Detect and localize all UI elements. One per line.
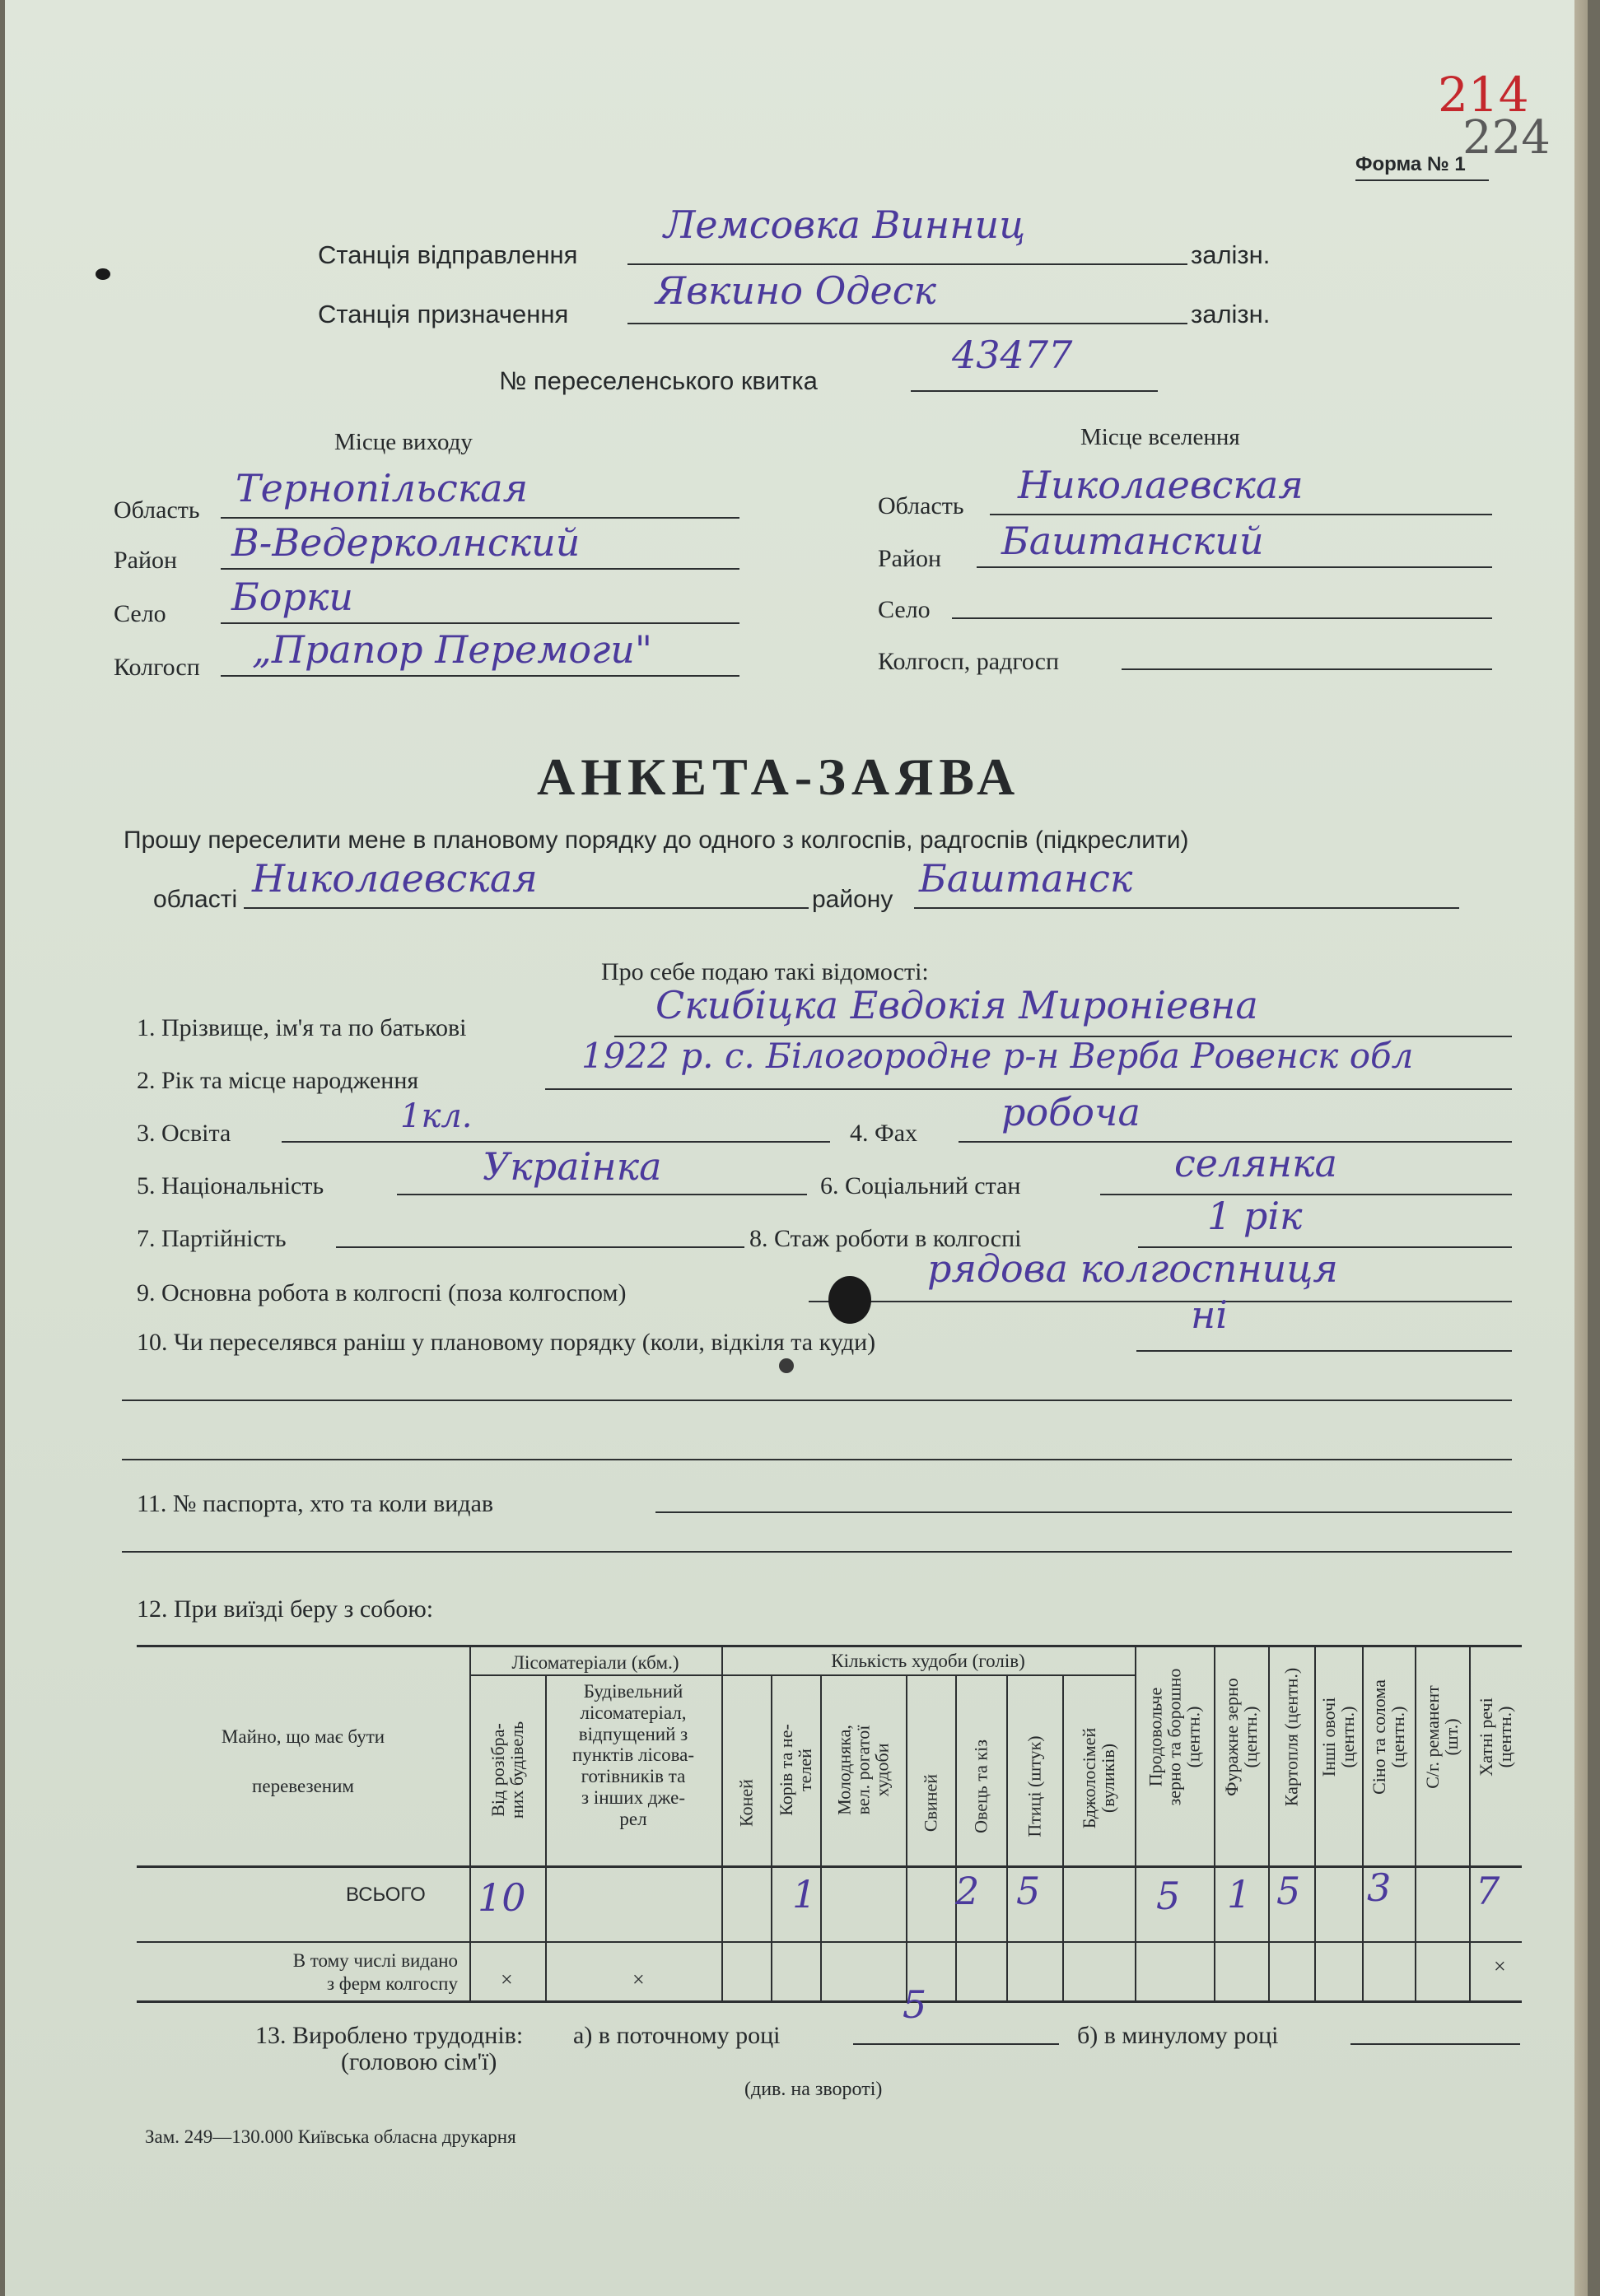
header-hay: Сіно та солома (центн.) [1368, 1679, 1408, 1795]
origin-kolhosp-value: „Прапор Перемоги" [252, 627, 653, 672]
details-intro: Про себе подаю такі відомості: [601, 958, 929, 985]
field-10-value: ні [1191, 1292, 1229, 1337]
origin-raion-value: В-Ведерколнский [231, 520, 581, 565]
header-potatoes: Картопля (центн.) [1280, 1667, 1302, 1807]
section-13-label: 13. Вироблено трудоднів: [255, 2022, 524, 2049]
departure-value: Лемсовка Винниц [664, 203, 1026, 247]
field-1-value: Скибіцка Евдокія Мироніевна [655, 983, 1258, 1027]
dest-selo-label: Село [878, 596, 931, 623]
field-10-label: 10. Чи переселявся раніш у плановому порядку (коли, відкіля та куди) [137, 1329, 876, 1356]
dest-raion-label: Район [878, 545, 942, 572]
request-text: Прошу переселити мене в плановому порядку до одного з колгоспів, радгоспів (підкреслити) [124, 827, 1189, 854]
section-13-current-value: 5 [903, 1982, 927, 2027]
farm-mark-household: × [1494, 1954, 1506, 1978]
field-4-value: робоча [1001, 1090, 1141, 1134]
total-fodder: 1 [1227, 1872, 1252, 1916]
field-5-label: 5. Національність [137, 1172, 324, 1199]
header-inventory: С/г. реманент (шт.) [1421, 1685, 1462, 1789]
request-oblast-label: області [153, 886, 238, 913]
header-horses: Коней [735, 1779, 757, 1827]
field-5-value: Украінка [483, 1144, 662, 1189]
header-cows: Корів та не- телей [775, 1724, 815, 1816]
field-9-label: 9. Основна робота в колгоспі (поза колгоспом) [137, 1279, 627, 1306]
field-8-value: 1 рік [1207, 1194, 1303, 1238]
section-12-label: 12. При виїзді беру з собою: [137, 1595, 434, 1623]
header-livestock-group: Кількість худоби (голів) [831, 1651, 1025, 1671]
field-9-value: рядова колгоспниця [927, 1246, 1338, 1291]
section-13-previous-label: б) в минулому році [1077, 2022, 1279, 2049]
origin-selo-value: Борки [231, 575, 354, 619]
field-6-value: селянка [1174, 1141, 1337, 1185]
archive-number-old: 214 [1438, 67, 1529, 123]
destination-label: Станція призначення [318, 300, 569, 328]
dest-oblast-label: Область [878, 492, 964, 519]
origin-selo-label: Село [114, 600, 166, 627]
total-vegetables: 3 [1367, 1865, 1392, 1910]
origin-oblast-label: Область [114, 496, 200, 524]
dest-raion-value: Баштанский [1001, 519, 1264, 563]
field-2-value: 1922 р. с. Білогородне р-н Верба Ровенск обл [581, 1036, 1414, 1076]
field-7-label: 7. Партійність [137, 1225, 287, 1252]
page-title: АНКЕТА-ЗАЯВА [537, 747, 1021, 806]
destination-railway: залізн. [1191, 300, 1271, 328]
dest-oblast-value: Николаевская [1018, 463, 1304, 507]
header-timber-group: Лісоматеріали (кбм.) [511, 1652, 679, 1673]
departure-label: Станція відправлення [318, 240, 578, 269]
request-raion-value: Баштанск [919, 856, 1133, 901]
field-3-value: 1кл. [400, 1097, 473, 1135]
field-3-label: 3. Освіта [137, 1120, 231, 1147]
field-1-label: 1. Прізвище, ім'я та по батькові [137, 1014, 467, 1041]
section-13-sublabel: (головою сім'ї) [341, 2048, 497, 2075]
header-fodder: Фуражне зерно (центн.) [1220, 1678, 1261, 1796]
total-dismantled: 10 [478, 1875, 526, 1920]
header-vegetables: Інші овочі (центн.) [1318, 1697, 1358, 1777]
header-sheep: Овець та кіз [970, 1739, 991, 1833]
archive-number-new: 224 [1462, 111, 1551, 165]
total-grain: 5 [1156, 1874, 1181, 1918]
total-poultry: 5 [1016, 1869, 1041, 1913]
total-sheep: 2 [955, 1869, 980, 1913]
field-6-label: 6. Соціальний стан [820, 1172, 1021, 1199]
ticket-label: № переселенського квитка [499, 366, 818, 395]
header-building-timber: Будівельний лісоматеріал, відпущений з пунктів лісова- готівників та з інших дже- рел [571, 1681, 695, 1829]
header-grain: Продовольче зерно та борошно (центн.) [1145, 1668, 1204, 1806]
origin-heading: Місце виходу [334, 429, 473, 455]
row-total-label: ВСЬОГО [346, 1884, 426, 1906]
section-13-current-label: а) в поточному році [573, 2022, 781, 2049]
total-cows: 1 [792, 1872, 817, 1916]
field-2-label: 2. Рік та місце народження [137, 1067, 419, 1094]
ink-blot-small [779, 1358, 794, 1373]
field-11-label: 11. № паспорта, хто та коли видав [137, 1490, 494, 1517]
row-farm-label: В тому числі видано з ферм колгоспу [292, 1950, 458, 1994]
header-young: Молодняка, вел. рогатої худоби [833, 1725, 893, 1815]
farm-mark-dismantled: × [501, 1968, 513, 1991]
header-household: Хатні речі (центн.) [1475, 1698, 1515, 1777]
total-household: 7 [1476, 1869, 1500, 1913]
total-potatoes: 5 [1276, 1869, 1301, 1913]
header-dismantled: Від розібра- них будівель [487, 1721, 527, 1819]
destination-value: Явкино Одеск [655, 268, 936, 313]
questionnaire-sheet [5, 0, 1588, 2296]
header-property: Майно, що має бути перевезеним [221, 1726, 385, 1796]
origin-oblast-value: Тернопільская [236, 466, 529, 510]
field-8-label: 8. Стаж роботи в колгоспі [749, 1225, 1022, 1252]
see-reverse-note: (див. на звороті) [744, 2079, 883, 2100]
ink-blot [828, 1276, 871, 1324]
farm-mark-building: × [632, 1968, 645, 1991]
origin-kolhosp-label: Колгосп [114, 654, 200, 681]
destination-heading: Місце вселення [1080, 424, 1240, 450]
ink-speck [96, 268, 110, 280]
header-poultry: Птиці (штук) [1024, 1735, 1045, 1837]
printer-line: Зам. 249—130.000 Київська обласна друкарня [145, 2126, 516, 2147]
request-raion-label: району [812, 886, 893, 913]
field-4-label: 4. Фах [850, 1120, 918, 1147]
header-bees: Бджолосімей (вуликів) [1078, 1727, 1118, 1829]
ticket-value: 43477 [952, 333, 1073, 377]
dest-kolhosp-label: Колгосп, радгосп [878, 648, 1060, 675]
departure-railway: залізн. [1191, 240, 1271, 269]
form-number: Форма № 1 [1355, 153, 1466, 175]
request-oblast-value: Николаевская [252, 856, 538, 901]
origin-raion-label: Район [114, 547, 178, 574]
header-pigs: Свиней [920, 1773, 941, 1833]
binding-edge [1574, 0, 1588, 2296]
